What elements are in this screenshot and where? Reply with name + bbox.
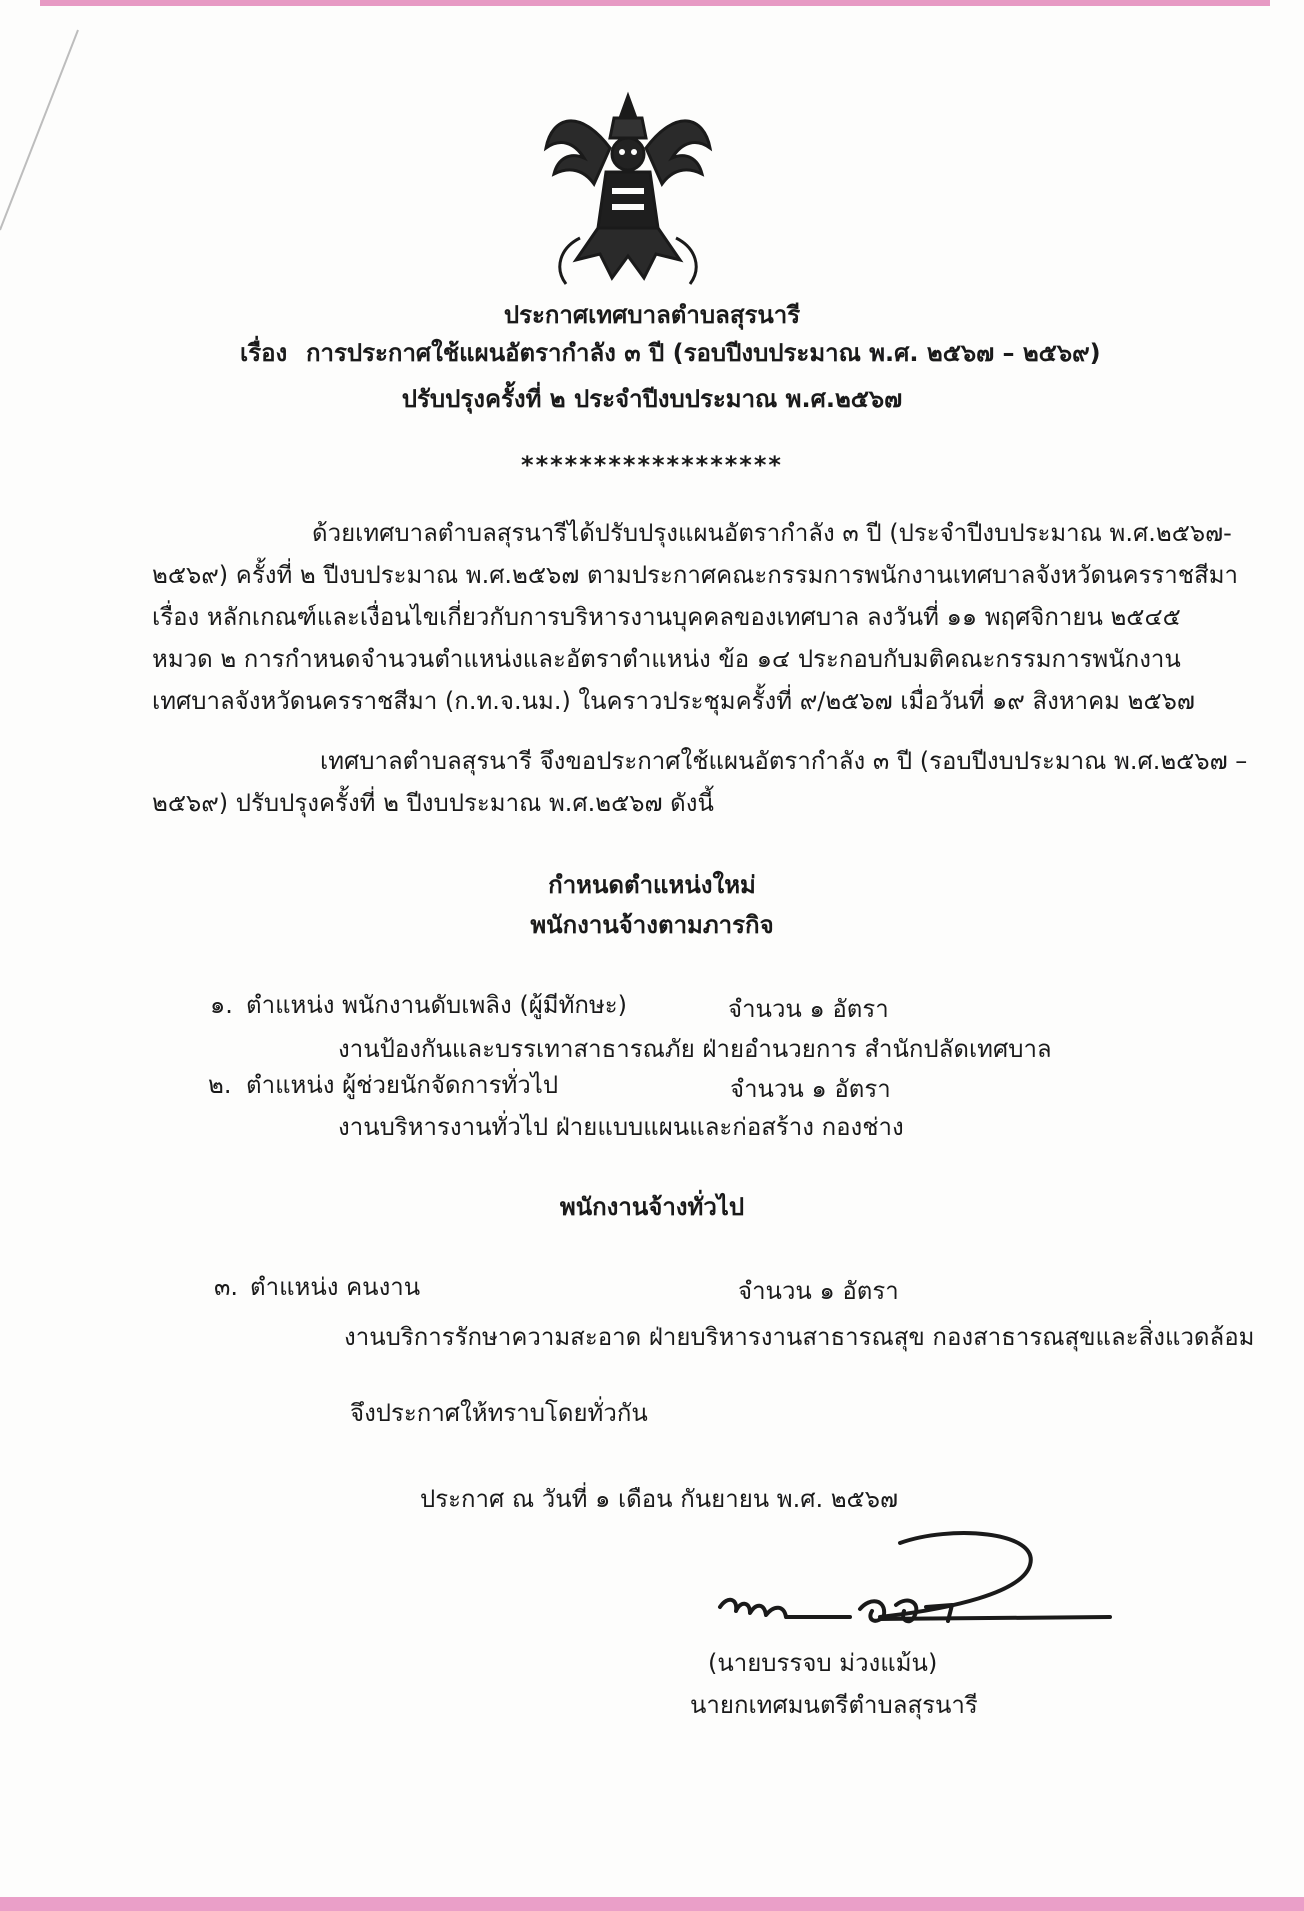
- position-count: จำนวน ๑ อัตรา: [728, 995, 889, 1023]
- position-title: ตำแหน่ง ผู้ช่วยนักจัดการทั่วไป: [246, 1071, 559, 1099]
- position-number: ๑.: [210, 991, 233, 1019]
- top-edge-stripe: [40, 0, 1270, 6]
- position-number: ๒.: [208, 1071, 232, 1099]
- closing-notice: จึงประกาศให้ทราบโดยทั่วกัน: [350, 1399, 648, 1427]
- mission-staff-heading: พนักงานจ้างตามภารกิจ: [530, 911, 774, 939]
- para1-line-5: เทศบาลจังหวัดนครราชสีมา (ก.ท.จ.นม.) ในคราวประชุมครั้งที่ ๙/๒๕๖๗ เมื่อวันที่ ๑๙ สิงหาคม ๒๕๖๗: [152, 687, 1195, 715]
- signatory-name: (นายบรรจบ ม่วงแม้น): [708, 1649, 938, 1677]
- position-unit: งานบริหารงานทั่วไป ฝ่ายแบบแผนและก่อสร้าง กองช่าง: [338, 1113, 904, 1141]
- position-number: ๓.: [214, 1273, 239, 1301]
- garuda-emblem-icon: [540, 88, 716, 288]
- position-count: จำนวน ๑ อัตรา: [730, 1075, 891, 1103]
- position-unit: งานป้องกันและบรรเทาสาธารณภัย ฝ่ายอำนวยการ สำนักปลัดเทศบาล: [338, 1035, 1052, 1063]
- position-title: ตำแหน่ง คนงาน: [250, 1273, 421, 1301]
- position-unit: งานบริการรักษาความสะอาด ฝ่ายบริหารงานสาธารณสุข กองสาธารณสุขและสิ่งแวดล้อม: [344, 1323, 1255, 1351]
- subject-label: เรื่อง: [240, 339, 288, 367]
- announcement-date: ประกาศ ณ วันที่ ๑ เดือน กันยายน พ.ศ. ๒๕๖๗: [420, 1485, 898, 1513]
- subject-text: การประกาศใช้แผนอัตรากำลัง ๓ ปี (รอบปีงบประมาณ พ.ศ. ๒๕๖๗ – ๒๕๖๙): [306, 339, 1101, 367]
- document-title: ประกาศเทศบาลตำบลสุรนารี: [503, 301, 801, 329]
- new-position-heading: กำหนดตำแหน่งใหม่: [548, 871, 756, 899]
- position-title: ตำแหน่ง พนักงานดับเพลิง (ผู้มีทักษะ): [246, 991, 628, 1019]
- para1-line-2: ๒๕๖๙) ครั้งที่ ๒ ปีงบประมาณ พ.ศ.๒๕๖๗ ตามประกาศคณะกรรมการพนักงานเทศบาลจังหวัดนครราชสีมา: [152, 561, 1238, 589]
- handwritten-signature: [700, 1525, 1120, 1655]
- signatory-position: นายกเทศมนตรีตำบลสุรนารี: [690, 1691, 978, 1719]
- para2-line-2: ๒๕๖๙) ปรับปรุงครั้งที่ ๒ ปีงบประมาณ พ.ศ.๒๕๖๗ ดังนี้: [152, 789, 714, 817]
- bottom-edge-stripe: [0, 1897, 1304, 1911]
- para1-line-3: เรื่อง หลักเกณฑ์และเงื่อนไขเกี่ยวกับการบริหารงานบุคคลของเทศบาล ลงวันที่ ๑๑ พฤศจิกายน ๒๕๔๕: [152, 603, 1181, 631]
- revision-line: ปรับปรุงครั้งที่ ๒ ประจำปีงบประมาณ พ.ศ.๒๕๖๗: [401, 385, 903, 413]
- para1-line-4: หมวด ๒ การกำหนดจำนวนตำแหน่งและอัตราตำแหน่ง ข้อ ๑๔ ประกอบกับมติคณะกรรมการพนักงาน: [152, 645, 1181, 673]
- separator-stars: ******************: [521, 451, 783, 479]
- para1-line-1: ด้วยเทศบาลตำบลสุรนารีได้ปรับปรุงแผนอัตรากำลัง ๓ ปี (ประจำปีงบประมาณ พ.ศ.๒๕๖๗-: [312, 519, 1232, 547]
- general-staff-heading: พนักงานจ้างทั่วไป: [559, 1193, 745, 1221]
- position-count: จำนวน ๑ อัตรา: [738, 1277, 899, 1305]
- para2-line-1: เทศบาลตำบลสุรนารี จึงขอประกาศใช้แผนอัตรากำลัง ๓ ปี (รอบปีงบประมาณ พ.ศ.๒๕๖๗ –: [320, 747, 1248, 775]
